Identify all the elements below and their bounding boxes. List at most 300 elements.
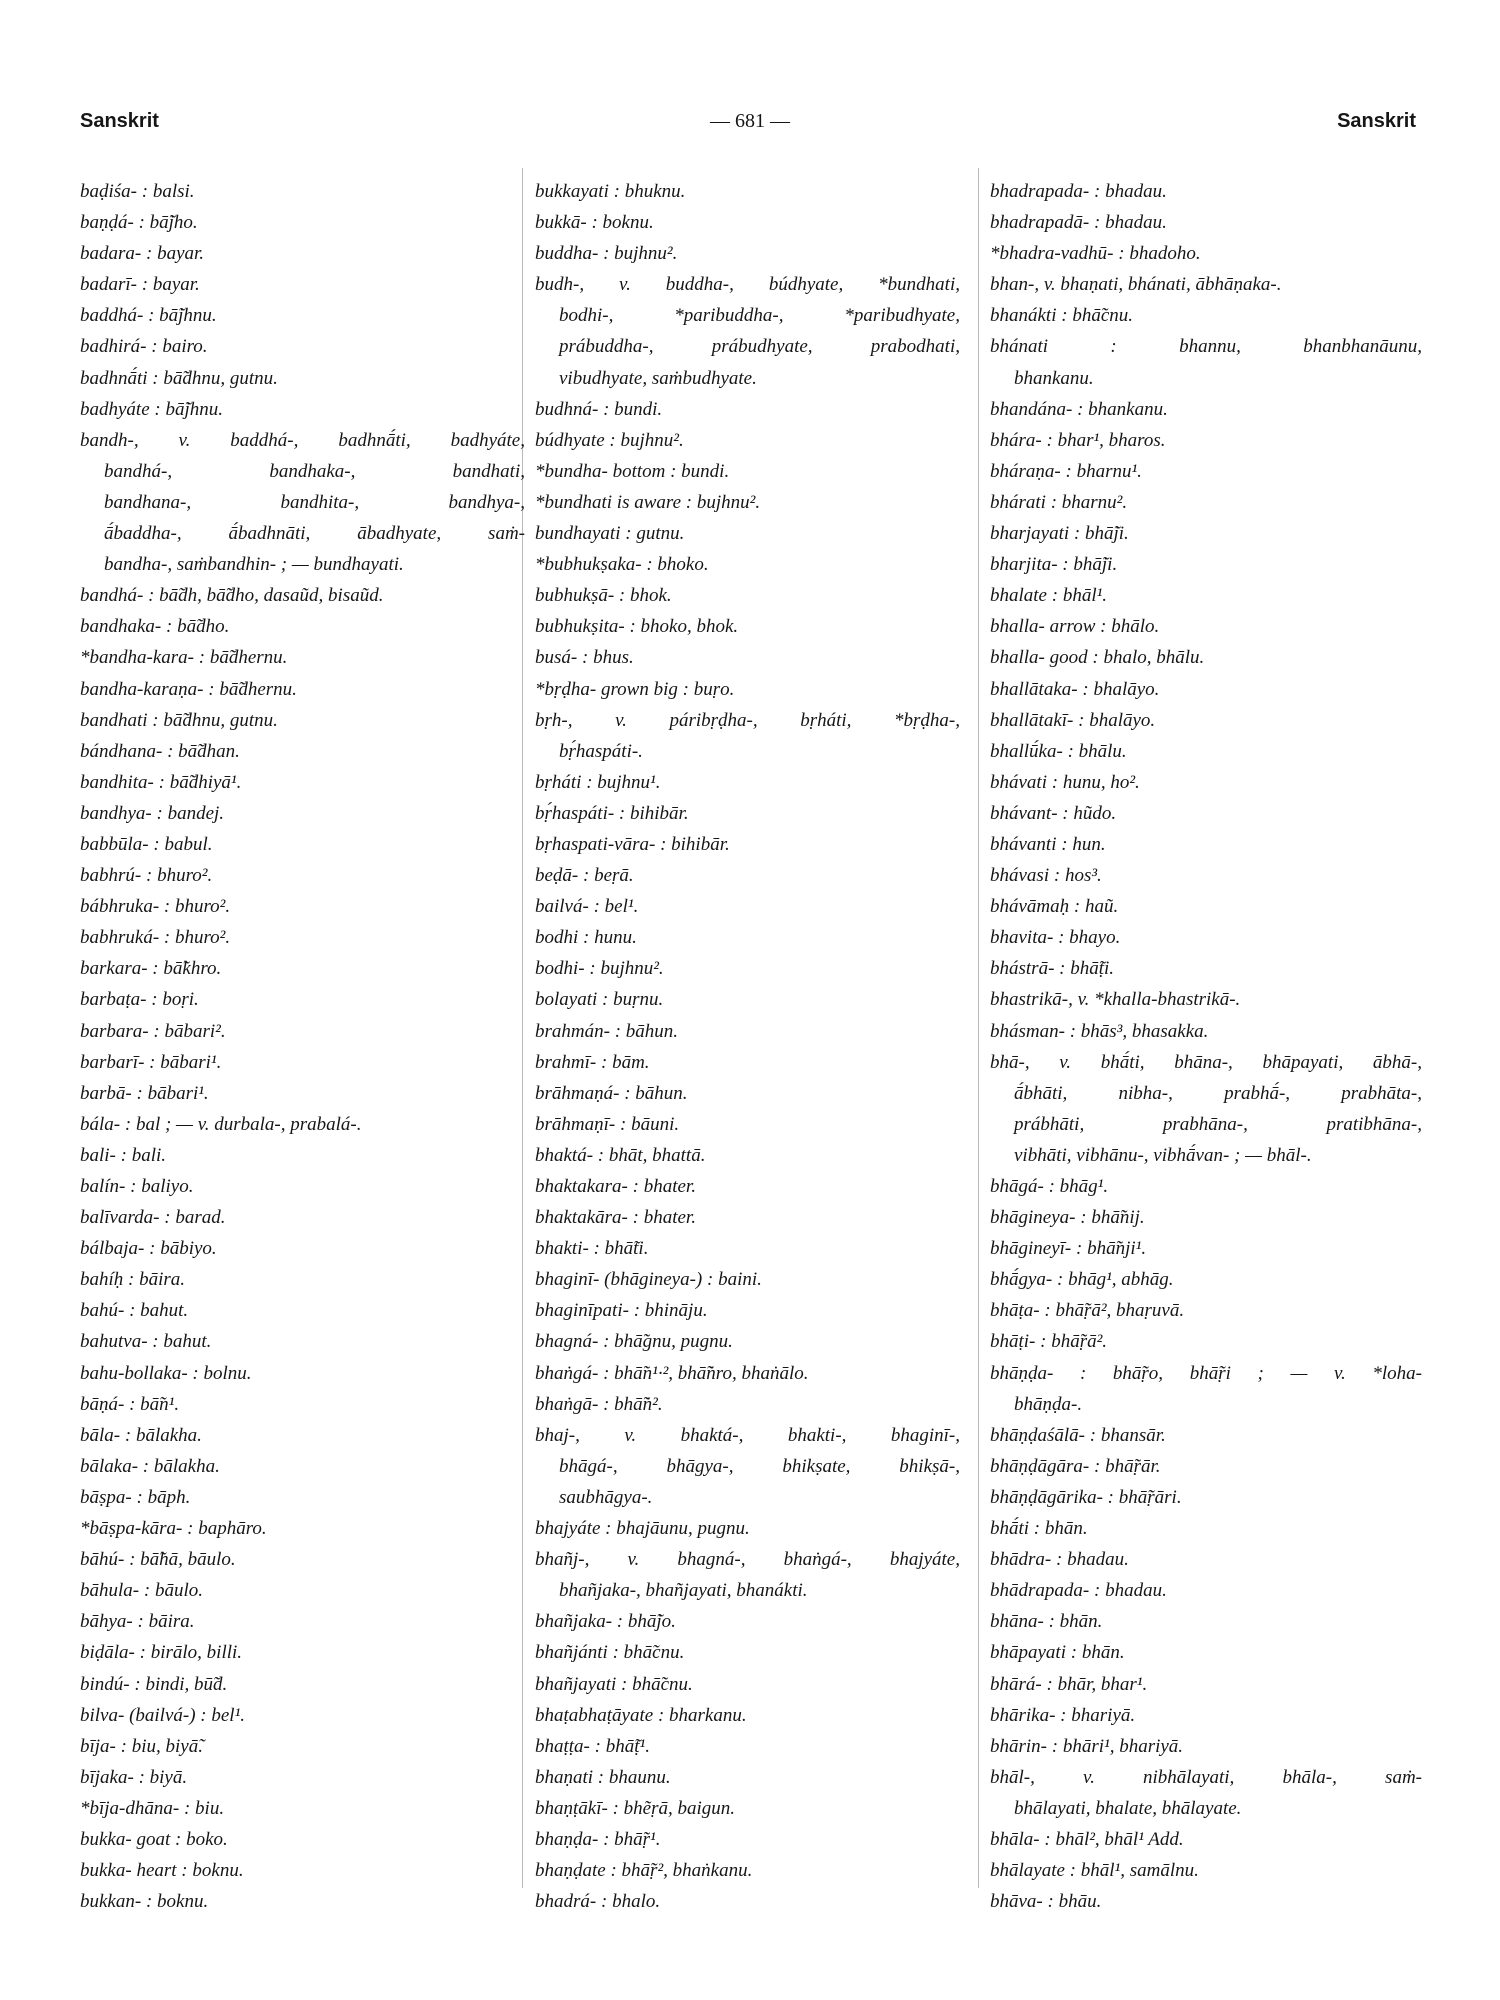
entry-headword: bukka- goat : <box>80 1828 182 1850</box>
entry-headword: bhávāmaḥ : <box>990 896 1081 918</box>
entry-text: bhánati : bhannu, bhanbhanāunu, <box>990 336 1422 358</box>
entry-definition: bhināju. <box>644 1300 708 1322</box>
dictionary-entry <box>535 1016 960 1047</box>
entry-headword: bhalla- good : <box>990 647 1099 669</box>
dictionary-entry <box>535 1793 960 1824</box>
entry-continuation <box>535 331 960 362</box>
entry-headword: bhaṇṭākī- : <box>535 1797 619 1819</box>
entry-definition: boknu. <box>157 1891 209 1913</box>
entry-definition: bā̃jhnu. <box>165 398 224 420</box>
entry-definition: bhā̃ṅ². <box>614 1393 663 1415</box>
entry-headword: bhadrá- : <box>535 1891 608 1913</box>
entry-headword: bhalla- arrow : <box>990 616 1107 638</box>
entry-definition: bhalo. <box>612 1891 661 1913</box>
entry-headword: bhāṭa- : <box>990 1300 1051 1322</box>
entry-headword: bála- : <box>80 1113 132 1135</box>
dictionary-entry <box>990 269 1422 300</box>
entry-definition: bhadau. <box>1105 181 1167 202</box>
entry-headword: buddha- : <box>535 243 610 265</box>
dictionary-entry <box>990 1637 1422 1668</box>
entry-continuation <box>535 1482 960 1513</box>
dictionary-entry <box>80 798 525 829</box>
entry-headword: bukka- heart : <box>80 1860 188 1882</box>
entry-continuation <box>535 1451 960 1482</box>
dictionary-entry <box>535 1202 960 1233</box>
entry-headword: bubhukṣā- : <box>535 585 626 607</box>
entry-definition: bā̃dhnu, gutnu. <box>163 367 278 389</box>
entry-text: ā́baddha-, ā́badhnāti, ābadhyate, saṁ- <box>104 523 525 545</box>
entry-headword: bhaktakara- : <box>535 1176 639 1197</box>
entry-definition: bāuni. <box>631 1113 680 1135</box>
dictionary-entry <box>990 207 1422 238</box>
entry-headword: bandhya- : <box>80 802 163 824</box>
dictionary-entry <box>80 1389 525 1420</box>
entry-headword: bandhá- : <box>80 585 155 607</box>
dictionary-entry <box>80 1233 525 1264</box>
dictionary-entry <box>80 331 525 362</box>
entry-definition: bhān. <box>1059 1611 1103 1633</box>
entry-definition: bhā̃cnu. <box>1072 305 1134 327</box>
dictionary-entry <box>80 1420 525 1451</box>
entry-definition: bhater. <box>643 1207 696 1229</box>
entry-definition: bā̃jhnu. <box>159 305 217 327</box>
entry-continuation <box>80 487 525 518</box>
dictionary-entry <box>535 425 960 456</box>
entry-definition: bairo. <box>162 336 208 358</box>
entry-definition: bāph. <box>147 1486 191 1508</box>
entry-continuation <box>990 1793 1422 1824</box>
dictionary-entry <box>535 549 960 580</box>
dictionary-entry <box>990 1420 1422 1451</box>
entry-definition: boko. <box>186 1828 228 1850</box>
dictionary-entry <box>535 953 960 984</box>
entry-headword: bhakti- : <box>535 1238 600 1260</box>
entry-definition: bhāu. <box>1058 1891 1102 1913</box>
entry-headword: bāhula- : <box>80 1580 151 1602</box>
entry-text: saubhāgya-. <box>559 1486 653 1508</box>
dictionary-entry <box>80 705 525 736</box>
entry-headword: bīja- : <box>80 1735 127 1757</box>
entry-headword: bundhayati : <box>535 523 632 545</box>
entry-definition: bhadau. <box>1105 212 1167 234</box>
dictionary-entry <box>535 1326 960 1357</box>
entry-headword: badhyáte : <box>80 398 161 420</box>
entry-headword: bhavita- : <box>990 927 1065 949</box>
entry-definition: bhā̃ji. <box>1085 523 1129 545</box>
dictionary-entry <box>535 1669 960 1700</box>
dictionary-entry <box>990 1233 1422 1264</box>
dictionary-entry <box>990 860 1422 891</box>
dictionary-entry <box>535 1731 960 1762</box>
entry-headword: bandhati : <box>80 709 159 731</box>
entry-text: vibhāti, vibhānu-, vibhā́van- ; — bhāl-. <box>1014 1144 1312 1166</box>
entry-headword: bhāgá- : <box>990 1176 1055 1197</box>
entry-definition: bhater. <box>643 1176 696 1197</box>
entry-text: bṛ́haspáti-. <box>559 740 643 762</box>
dictionary-entry <box>990 549 1422 580</box>
entry-headword: bhāva- : <box>990 1891 1054 1913</box>
entry-headword: bhásman- : <box>990 1020 1077 1042</box>
dictionary-entry <box>80 207 525 238</box>
dictionary-entry <box>535 269 960 300</box>
dictionary-entry <box>80 860 525 891</box>
entry-definition: bhā̃cnu. <box>632 1673 693 1695</box>
entry-definition: bhuknu. <box>624 181 686 202</box>
entry-definition: bhoko, bhok. <box>640 616 739 638</box>
entry-headword: bábhruka- : <box>80 896 171 918</box>
entry-definition: babul. <box>164 833 213 855</box>
entry-headword: bhaṅgā- : <box>535 1393 610 1415</box>
dictionary-entry <box>80 1793 525 1824</box>
dictionary-entry <box>80 1016 525 1047</box>
dictionary-entry <box>535 1606 960 1637</box>
dictionary-entry <box>80 1202 525 1233</box>
entry-headword: baddhá- : <box>80 305 155 327</box>
entry-definition: bhāl¹. <box>1062 585 1108 607</box>
entry-headword: bailvá- : <box>535 896 600 918</box>
dictionary-entry <box>80 1637 525 1668</box>
dictionary-entry <box>80 1731 525 1762</box>
entry-definition: bhāl², bhāl¹ Add. <box>1055 1828 1184 1850</box>
entry-headword: bṛhaspati-vāra- : <box>535 833 667 855</box>
entry-definition: bhā̃cnu. <box>623 1642 685 1664</box>
entry-definition: bhẽṛā, baigun. <box>623 1797 736 1819</box>
entry-headword: bukkā- : <box>535 212 598 234</box>
dictionary-entry <box>990 1855 1422 1886</box>
dictionary-entry <box>535 207 960 238</box>
entry-text: bhaj-, v. bhaktá-, bhakti-, bhaginī-, <box>535 1424 960 1446</box>
dictionary-entry <box>535 487 960 518</box>
dictionary-entry <box>535 1233 960 1264</box>
entry-headword: bodhi- : <box>535 958 596 980</box>
entry-definition: haũ. <box>1084 896 1119 918</box>
dictionary-entry <box>535 1171 960 1202</box>
entry-continuation <box>990 1389 1422 1420</box>
entry-text: bandha-, saṁbandhin- ; — bundhayati. <box>104 554 404 576</box>
dictionary-entry <box>80 1078 525 1109</box>
entry-definition: bhalo, bhālu. <box>1103 647 1205 669</box>
entry-headword: bhaṭṭa- : <box>535 1735 601 1757</box>
entry-text: bhastrikā-, v. *khalla-bhastrikā-. <box>990 989 1241 1011</box>
entry-definition: bāhun. <box>635 1082 688 1104</box>
dictionary-entry <box>990 176 1422 207</box>
entry-text: bhāṇḍa- : bhā̃ṛo, bhā̃ṛi ; — v. *loha- <box>990 1362 1422 1384</box>
dictionary-entry <box>80 1047 525 1078</box>
entry-definition: bhālo. <box>1111 616 1160 638</box>
entry-definition: bā̃dho. <box>177 616 230 638</box>
dictionary-entry <box>990 1544 1422 1575</box>
dictionary-entry <box>80 425 525 456</box>
entry-headword: bolayati : <box>535 989 609 1011</box>
entry-definition: bhā̃ṛ¹. <box>614 1828 661 1850</box>
dictionary-entry <box>535 456 960 487</box>
entry-definition: hunu, ho². <box>1062 771 1140 793</box>
entry-definition: bali. <box>131 1144 167 1166</box>
dictionary-entry <box>80 953 525 984</box>
entry-headword: bharjita- : <box>990 554 1069 576</box>
entry-definition: bhā̃ji. <box>1073 554 1118 576</box>
entry-headword: badara- : <box>80 243 153 265</box>
entry-definition: bā̃dhernu. <box>209 647 288 669</box>
dictionary-entry <box>990 736 1422 767</box>
dictionary-entry <box>535 1700 960 1731</box>
entry-headword: *bāṣpa-kāra- : <box>80 1518 194 1540</box>
dictionary-entry <box>535 798 960 829</box>
dictionary-entry <box>990 798 1422 829</box>
entry-headword: bhañjayati : <box>535 1673 628 1695</box>
entry-definition: bhuro². <box>157 865 213 887</box>
entry-headword: brahmī- : <box>535 1051 608 1073</box>
entry-headword: badhirá- : <box>80 336 158 358</box>
entry-headword: bhāpayati : <box>990 1642 1078 1664</box>
dictionary-entry <box>80 736 525 767</box>
dictionary-entry <box>535 238 960 269</box>
dictionary-entry <box>990 1731 1422 1762</box>
entry-headword: *bhadra-vadhū- : <box>990 243 1125 265</box>
entry-definition: hun. <box>1072 833 1106 855</box>
dictionary-entry <box>535 829 960 860</box>
entry-headword: brahmán- : <box>535 1020 622 1042</box>
entry-continuation <box>990 1140 1422 1171</box>
entry-definition: bhadoho. <box>1129 243 1201 265</box>
dictionary-entry <box>990 611 1422 642</box>
dictionary-entry <box>535 1513 960 1544</box>
entry-text: bhan-, v. bhaṇati, bhánati, ābhāṇaka-. <box>990 274 1282 296</box>
header-language-left: Sanskrit <box>80 110 159 132</box>
dictionary-entry <box>535 922 960 953</box>
entry-headword: bahíḥ : <box>80 1269 135 1291</box>
dictionary-entry <box>535 984 960 1015</box>
entry-definition: bujhnu². <box>600 958 664 980</box>
dictionary-entry <box>80 829 525 860</box>
dictionary-entry <box>535 705 960 736</box>
entry-definition: bhā̃n¹·², bhā̃ṅro, bhaṅālo. <box>614 1362 809 1384</box>
entry-headword: barbarī- : <box>80 1051 156 1073</box>
dictionary-entry <box>535 580 960 611</box>
entry-headword: brāhmaṇī- : <box>535 1113 627 1135</box>
dictionary-entry <box>990 829 1422 860</box>
entry-headword: bhā́ti : <box>990 1518 1041 1540</box>
entry-definition: bhā̃ṛā². <box>1051 1331 1108 1353</box>
entry-definition: bā̃jho. <box>149 212 198 234</box>
dictionary-entry <box>80 1140 525 1171</box>
entry-text: bṛh-, v. páribṛḍha-, bṛháti, *bṛḍha-, <box>535 709 960 731</box>
dictionary-entry <box>80 1326 525 1357</box>
entry-definition: bundi. <box>614 398 663 420</box>
dictionary-entry <box>535 518 960 549</box>
entry-definition: bāulo. <box>154 1580 203 1602</box>
entry-definition: bhā̃ṛ², bhaṅkanu. <box>621 1860 753 1882</box>
dictionary-entry <box>990 1606 1422 1637</box>
entry-headword: búdhyate : <box>535 429 616 451</box>
entry-definition: bhān. <box>1044 1518 1088 1540</box>
entry-definition: bindi, bū̃d. <box>145 1673 228 1695</box>
dictionary-entry <box>990 767 1422 798</box>
dictionary-entry <box>80 1482 525 1513</box>
entry-headword: bhādra- : <box>990 1549 1063 1571</box>
page-number: — 681 — <box>710 110 790 132</box>
entry-definition: bhā̃ṭi. <box>1070 958 1115 980</box>
entry-definition: hũdo. <box>1073 802 1117 824</box>
entry-text: bhāl-, v. nibhālayati, bhāla-, saṁ- <box>990 1766 1422 1788</box>
entry-headword: bhālayate : <box>990 1860 1077 1882</box>
entry-text: bhañjaka-, bhañjayati, bhanákti. <box>559 1580 808 1602</box>
entry-definition: bujhnu². <box>614 243 678 265</box>
entry-text: bhankanu. <box>1014 367 1094 389</box>
dictionary-entry <box>990 1669 1422 1700</box>
dictionary-entry <box>80 642 525 673</box>
entry-text: bhālayati, bhalate, bhālayate. <box>1014 1797 1242 1819</box>
entry-headword: bandhaka- : <box>80 616 173 638</box>
entry-headword: bhallātakī- : <box>990 709 1085 731</box>
dictionary-entry <box>80 1855 525 1886</box>
dictionary-entry <box>535 767 960 798</box>
entry-definition: bujhnu². <box>620 429 684 451</box>
entry-headword: bhāṭi- : <box>990 1331 1047 1353</box>
entry-headword: bhaktá- : <box>535 1144 605 1166</box>
entry-definition: bhā̃nij. <box>1091 1207 1145 1229</box>
entry-headword: bhāgineyī- : <box>990 1238 1083 1260</box>
entry-definition: bihibār. <box>671 833 730 855</box>
dictionary-entry <box>535 1544 960 1575</box>
dictionary-entry <box>990 300 1422 331</box>
entry-headword: bhandána- : <box>990 398 1084 420</box>
entry-definition: bāira. <box>139 1269 186 1291</box>
dictionary-entry <box>535 860 960 891</box>
entry-definition: birālo, billi. <box>150 1642 243 1664</box>
dictionary-entry <box>990 705 1422 736</box>
dictionary-entry <box>80 984 525 1015</box>
dictionary-entry <box>990 331 1422 362</box>
entry-definition: bhā̃ṛāri. <box>1118 1486 1182 1508</box>
entry-text: *bundhati is aware : bujhnu². <box>535 491 761 513</box>
dictionary-entry <box>80 1606 525 1637</box>
entry-definition: baliyo. <box>141 1176 194 1197</box>
entry-headword: bāla- : <box>80 1424 132 1446</box>
entry-headword: bandha-karaṇa- : <box>80 678 215 700</box>
entry-headword: bhávanti : <box>990 833 1068 855</box>
dictionary-entry <box>535 1264 960 1295</box>
entry-definition: bhuro². <box>174 896 231 918</box>
page-header <box>0 110 1500 146</box>
entry-continuation <box>535 363 960 394</box>
entry-definition: bhankanu. <box>1088 398 1168 420</box>
dictionary-entry <box>535 1140 960 1171</box>
dictionary-entry <box>535 1762 960 1793</box>
entry-text: prábhāti, prabhāna-, pratibhāna-, <box>1014 1113 1422 1135</box>
dictionary-entry <box>535 1886 960 1917</box>
dictionary-entry <box>990 1762 1422 1793</box>
entry-text: bhāgá-, bhāgya-, bhikṣate, bhikṣā-, <box>559 1455 960 1477</box>
entry-headword: bhāgineya- : <box>990 1207 1087 1229</box>
dictionary-entry <box>80 674 525 705</box>
dictionary-entry <box>535 1389 960 1420</box>
entry-headword: bodhi : <box>535 927 590 949</box>
dictionary-entry <box>990 953 1422 984</box>
dictionary-entry <box>535 1420 960 1451</box>
entry-definition: beṛā. <box>594 865 634 887</box>
entry-definition: bā̃dhiyā¹. <box>169 771 242 793</box>
entry-definition: biu, biyā̃. <box>131 1735 203 1757</box>
entry-headword: bṛháti : <box>535 771 593 793</box>
column-2 <box>535 176 960 1917</box>
dictionary-entry <box>80 611 525 642</box>
entry-headword: bharjayati : <box>990 523 1081 545</box>
entry-definition: bhā̃jo. <box>627 1611 676 1633</box>
entry-continuation <box>535 300 960 331</box>
entry-continuation <box>990 1078 1422 1109</box>
dictionary-entry <box>535 891 960 922</box>
dictionary-entry <box>990 1171 1422 1202</box>
entry-continuation <box>990 1109 1422 1140</box>
entry-headword: bhadrapada- : <box>990 181 1101 202</box>
dictionary-entry <box>80 176 525 207</box>
entry-headword: *bīja-dhāna- : <box>80 1797 191 1819</box>
entry-headword: badarī- : <box>80 274 149 296</box>
entry-headword: bhāla- : <box>990 1828 1051 1850</box>
entry-headword: badhnā́ti : <box>80 367 159 389</box>
entry-text: prábuddha-, prábudhyate, prabodhati, <box>559 336 960 358</box>
entry-definition: boṛi. <box>162 989 199 1011</box>
entry-definition: bhuro². <box>174 927 231 949</box>
entry-headword: brāhmaṇá- : <box>535 1082 631 1104</box>
dictionary-entry <box>990 1016 1422 1047</box>
dictionary-entry <box>990 984 1422 1015</box>
entry-headword: bhára- : <box>990 429 1053 451</box>
entry-definition: balsi. <box>152 181 195 202</box>
entry-headword: bindú- : <box>80 1673 141 1695</box>
entry-headword: bali- : <box>80 1144 127 1166</box>
entry-definition: bhāg¹. <box>1059 1176 1109 1197</box>
dictionary-entry <box>990 1264 1422 1295</box>
entry-headword: bhaṇḍa- : <box>535 1828 610 1850</box>
dictionary-entry <box>535 1855 960 1886</box>
entry-headword: bhávasi : <box>990 865 1061 887</box>
dictionary-entry <box>990 518 1422 549</box>
entry-definition: baini. <box>718 1269 762 1291</box>
entry-headword: bāhú- : <box>80 1549 136 1571</box>
entry-headword: bhañjaka- : <box>535 1611 624 1633</box>
entry-definition: hos³. <box>1064 865 1102 887</box>
entry-headword: barbaṭa- : <box>80 989 158 1011</box>
entry-definition: bāira. <box>148 1611 195 1633</box>
entry-text: bhā-, v. bhā́ti, bhāna-, bhāpayati, ābhā-, <box>990 1051 1422 1073</box>
dictionary-entry <box>80 1295 525 1326</box>
dictionary-entry <box>80 1669 525 1700</box>
entry-headword: bhārika- : <box>990 1704 1067 1726</box>
entry-headword: bhanákti : <box>990 305 1068 327</box>
entry-continuation <box>80 456 525 487</box>
dictionary-entry <box>990 1295 1422 1326</box>
dictionary-entry <box>535 1078 960 1109</box>
dictionary-entry <box>80 363 525 394</box>
dictionary-entry <box>990 1700 1422 1731</box>
entry-headword: bahu-bollaka- : <box>80 1362 199 1384</box>
entry-headword: beḍā- : <box>535 865 590 887</box>
entry-headword: bhaṇḍate : <box>535 1860 617 1882</box>
entry-headword: bubhukṣita- : <box>535 616 636 638</box>
entry-definition: boknu. <box>602 212 654 234</box>
entry-headword: babhruká- : <box>80 927 171 949</box>
dictionary-entry <box>535 176 960 207</box>
entry-text: bodhi-, *paribuddha-, *paribudhyate, <box>559 305 960 327</box>
entry-headword: biḍāla- : <box>80 1642 146 1664</box>
entry-definition: bhajāunu, pugnu. <box>616 1518 750 1540</box>
dictionary-entry <box>990 1047 1422 1078</box>
dictionary-entry <box>80 1544 525 1575</box>
entry-headword: bāhya- : <box>80 1611 144 1633</box>
dictionary-entry <box>535 1295 960 1326</box>
